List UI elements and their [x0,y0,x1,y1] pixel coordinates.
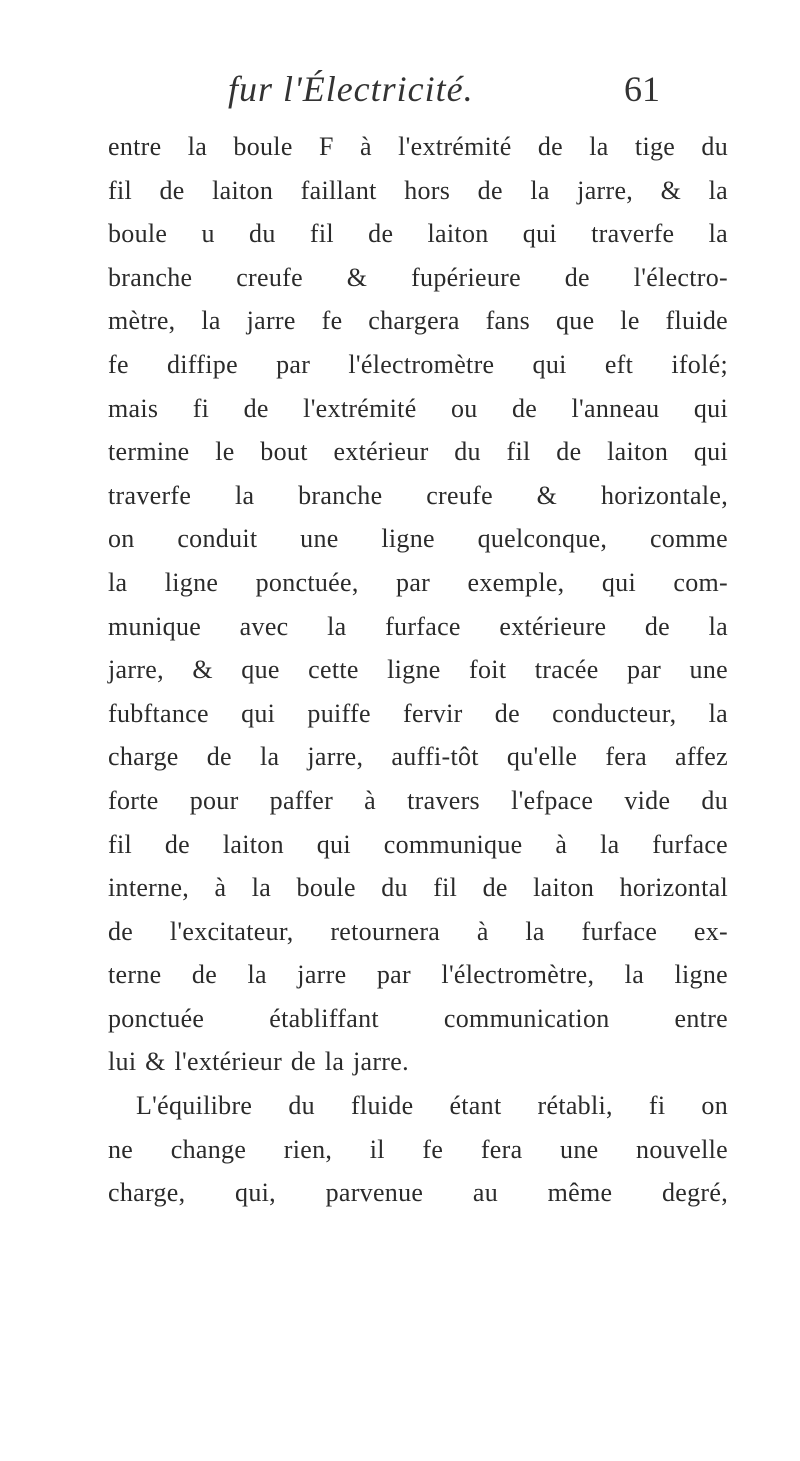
text-line: on conduit une ligne quelconque, comme [108,524,728,554]
text-line: entre la boule F à l'extrémité de la tige du [108,132,728,161]
text-line: fil de laiton qui communique à la furface [108,829,728,859]
text-line: terne de la jarre par l'électromètre, la ligne [108,960,728,990]
text-line: traverfe la branche creufe & horizontale, [108,480,728,510]
text-line: munique avec la furface extérieure de la [108,611,728,641]
text-line: ponctuée établiffant communication entre [108,1003,728,1033]
running-title: fur l'Électricité. [228,69,474,109]
text-line: mais fi de l'extrémité ou de l'anneau qui [108,393,728,423]
text-line: lui & l'extérieur de la jarre. [108,1047,409,1077]
running-head [200,68,660,118]
text-line: interne, à la boule du fil de laiton horizontal [108,873,728,903]
text-line: L'équilibre du fluide étant rétabli, fi on [136,1091,728,1121]
text-line: fil de laiton faillant hors de la jarre, & la [108,175,728,205]
text-line: charge de la jarre, auffi-tôt qu'elle fera affez [108,742,728,772]
text-line: forte pour paffer à travers l'efpace vide du [108,785,728,815]
text-line: de l'excitateur, retournera à la furface ex- [108,916,728,946]
text-line: la ligne ponctuée, par exemple, qui com- [108,567,728,597]
text-line: branche creufe & fupérieure de l'électro- [108,262,728,292]
text-line: mètre, la jarre fe chargera fans que le fluide [108,306,728,336]
page-number: 61 [624,69,660,109]
text-line: jarre, & que cette ligne foit tracée par une [108,655,728,685]
text-line: ne change rien, il fe fera une nouvelle [108,1134,728,1164]
text-line: fe diffipe par l'électromètre qui eft ifolé; [108,349,728,379]
text-line: charge, qui, parvenue au même degré, [108,1178,728,1208]
text-line: termine le bout extérieur du fil de laiton qui [108,437,728,467]
text-line: boule u du fil de laiton qui traverfe la [108,219,728,249]
body-text [108,125,728,1215]
text-line: fubftance qui puiffe fervir de conducteur, la [108,698,728,728]
